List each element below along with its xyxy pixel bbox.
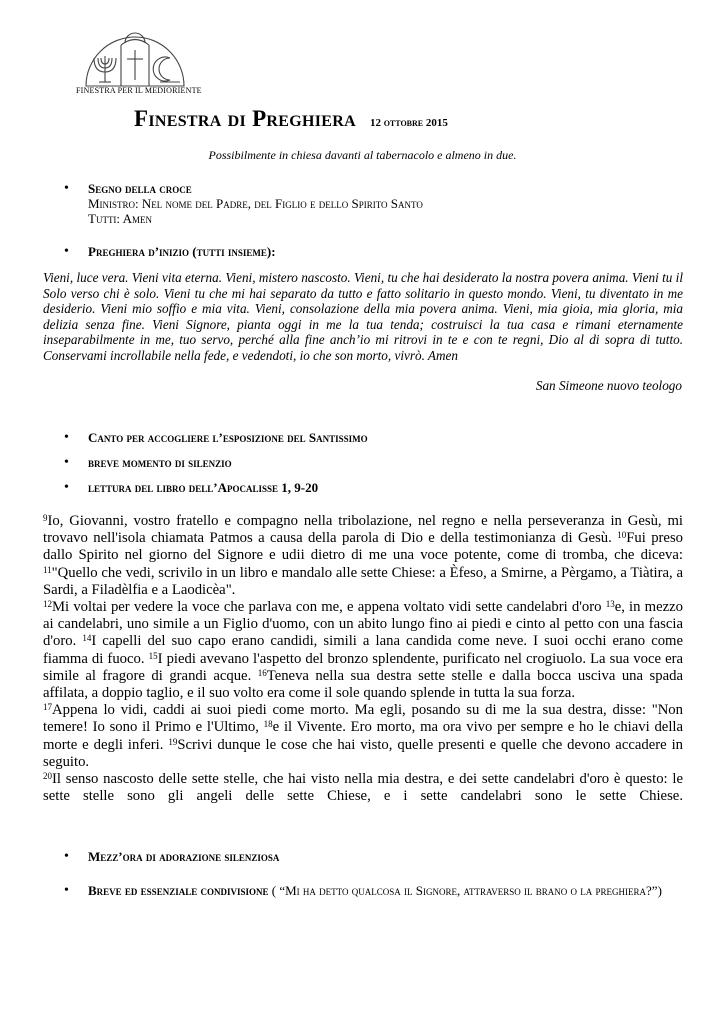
prayer-text: Vieni, luce vera. Vieni vita eterna. Vieni, mistero nascosto. Vieni, tu che hai desiderato la nostra povera anima. Vieni tu il Solo verso chi è solo. Vieni tu che mi hai separato da tutto e fatto solitario in questo mondo. Vieni, tu diventato in me desiderio. Vieni mio soffio e mia vita. Vieni, consolazione della mia povera anima. Vieni, mia gioia, mia gloria, mia delizia senza fine. Vieni Signore, pianta oggi in me la tua tenda; costruisci la tua casa e rimani eternamente inseparabilmente in me, tuo servo, perché alla fine anch’io mi ritrovi in te e con te regni, Dio al di sopra di tutto. Conservami incrollabile nella fede, e vedendoti, io che son morto, vivrò. Amen <box>43 270 683 363</box>
verse-text: Scrivi dunque le cose che hai visto, quelle presenti e quelle che devono accadere in seguito. <box>43 736 684 770</box>
verse-text: Io, Giovanni, vostro fratello e compagno nella tribolazione, nel regno e nella perseveranza in Gesù, mi trovavo nell'isola chiamata Patmos a causa della parola di Dio e della testimonianza di Gesù. <box>43 513 683 547</box>
section-heading: Mezz’ora di adorazione silenziosa <box>88 849 280 864</box>
verse-number: 19 <box>168 736 178 747</box>
section-segno <box>88 181 423 226</box>
bullet-icon: • <box>64 480 69 495</box>
verse-number: 10 <box>617 530 627 541</box>
section-adorazione <box>88 849 279 864</box>
bullet-icon: • <box>64 849 69 864</box>
verse-number: 13 <box>605 599 615 610</box>
logo <box>76 22 202 104</box>
verse-text: "Quello che vedi, scrivilo in un libro e mandalo alle sette Chiese: a Èfeso, a Smirne, a Pèrgamo, a Tiàtira, a Sardi, a Filadèlfia e a Laodicèa". <box>43 564 683 598</box>
verse-text: Fui preso dallo Spirito nel giorno del Signore e udii dietro di me una voce potente, come di tromba, che diceva: <box>43 530 684 564</box>
page-subtitle: Possibilmente in chiesa davanti al tabernacolo e almeno in due. <box>208 148 517 162</box>
reading-paragraph <box>43 771 683 805</box>
reading-text <box>43 513 683 805</box>
verse-number: 15 <box>148 650 158 661</box>
section-heading: Canto per accogliere l’esposizione del Santissimo <box>88 430 368 445</box>
page-title: Finestra di Preghiera <box>134 106 356 131</box>
bullet-icon: • <box>64 430 69 445</box>
bullet-icon: • <box>64 455 69 470</box>
title-row <box>134 106 448 132</box>
verse-text: e il Vivente. Ero morto, ma ora vivo per sempre e ho le chiavi della morte e degli inferi. <box>43 719 684 753</box>
section-silenzio <box>88 455 232 470</box>
verse-text: I piedi avevano l'aspetto del bronzo splendente, purificato nel crogiuolo. La sua voce era simile al fragore di grandi acque. <box>43 650 684 684</box>
verse-number: 12 <box>43 599 52 610</box>
verse-text: Teneva nella sua destra sette stelle e dalla bocca usciva una spada affilata, a doppio taglio, e il suo volto era come il sole quando splende in tutta la sua forza. <box>43 667 683 702</box>
reading-paragraph <box>43 599 683 702</box>
verse-text: e, in mezzo ai candelabri, uno simile a un Figlio d'uomo, con un abito lungo fino ai piedi e cinto al petto con una fascia d'oro. <box>43 599 683 650</box>
page-date: 12 ottobre 2015 <box>369 117 448 129</box>
section-lettura <box>88 480 318 495</box>
section-line: Ministro: Nel nome del Padre, del Figlio e dello Spirito Santo <box>88 196 423 211</box>
verse-number: 11 <box>43 564 52 575</box>
verse-number: 16 <box>257 667 267 678</box>
reading-paragraph <box>43 702 683 771</box>
prayer-attribution: San Simeone nuovo teologo <box>535 378 682 393</box>
verse-number: 17 <box>43 702 52 713</box>
verse-text: Mi voltai per vedere la voce che parlava con me, e appena voltato vidi sette candelabri d'oro <box>52 599 606 616</box>
section-preghiera <box>88 244 276 259</box>
section-heading: lettura del libro dell’Apocalisse 1, 9-20 <box>88 480 319 495</box>
bullet-icon: • <box>64 883 69 898</box>
verse-number: 18 <box>263 719 273 730</box>
verse-number: 20 <box>43 771 52 782</box>
section-heading: Breve ed essenziale condivisione <box>88 883 269 898</box>
verse-number: 14 <box>82 633 92 644</box>
logo-caption: FINESTRA PER IL MEDIORIENTE <box>76 86 202 95</box>
window-arch-icon <box>80 22 190 90</box>
section-note: ( “Mi ha detto qualcosa il Signore, attraverso il brano o la preghiera?”) <box>268 883 662 898</box>
bullet-icon: • <box>64 181 69 196</box>
bullet-icon: • <box>64 244 69 259</box>
verse-text: Appena lo vidi, caddi ai suoi piedi come morto. Ma egli, posando su di me la sua destra, disse: "Non temere! Io sono il Primo e l'Ultimo, <box>43 702 683 736</box>
section-line: Tutti: Amen <box>88 211 152 226</box>
section-condivisione <box>88 883 678 898</box>
reading-paragraph <box>43 513 683 599</box>
section-heading: breve momento di silenzio <box>88 455 232 470</box>
verse-text: I capelli del suo capo erano candidi, simili a lana candida come neve. I suoi occhi erano come fiamma di fuoco. <box>43 633 683 667</box>
section-canto <box>88 430 368 445</box>
section-heading: Segno della croce <box>88 181 192 196</box>
section-heading: Preghiera d’inizio (tutti insieme): <box>88 244 276 259</box>
verse-text: Il senso nascosto delle sette stelle, che hai visto nella mia destra, e dei sette candelabri d'oro è questo: le sette stelle sono gli angeli delle sette Chiese, e i sette candelabri sono le sette Chiese. <box>43 771 683 805</box>
verse-number: 9 <box>43 513 48 523</box>
